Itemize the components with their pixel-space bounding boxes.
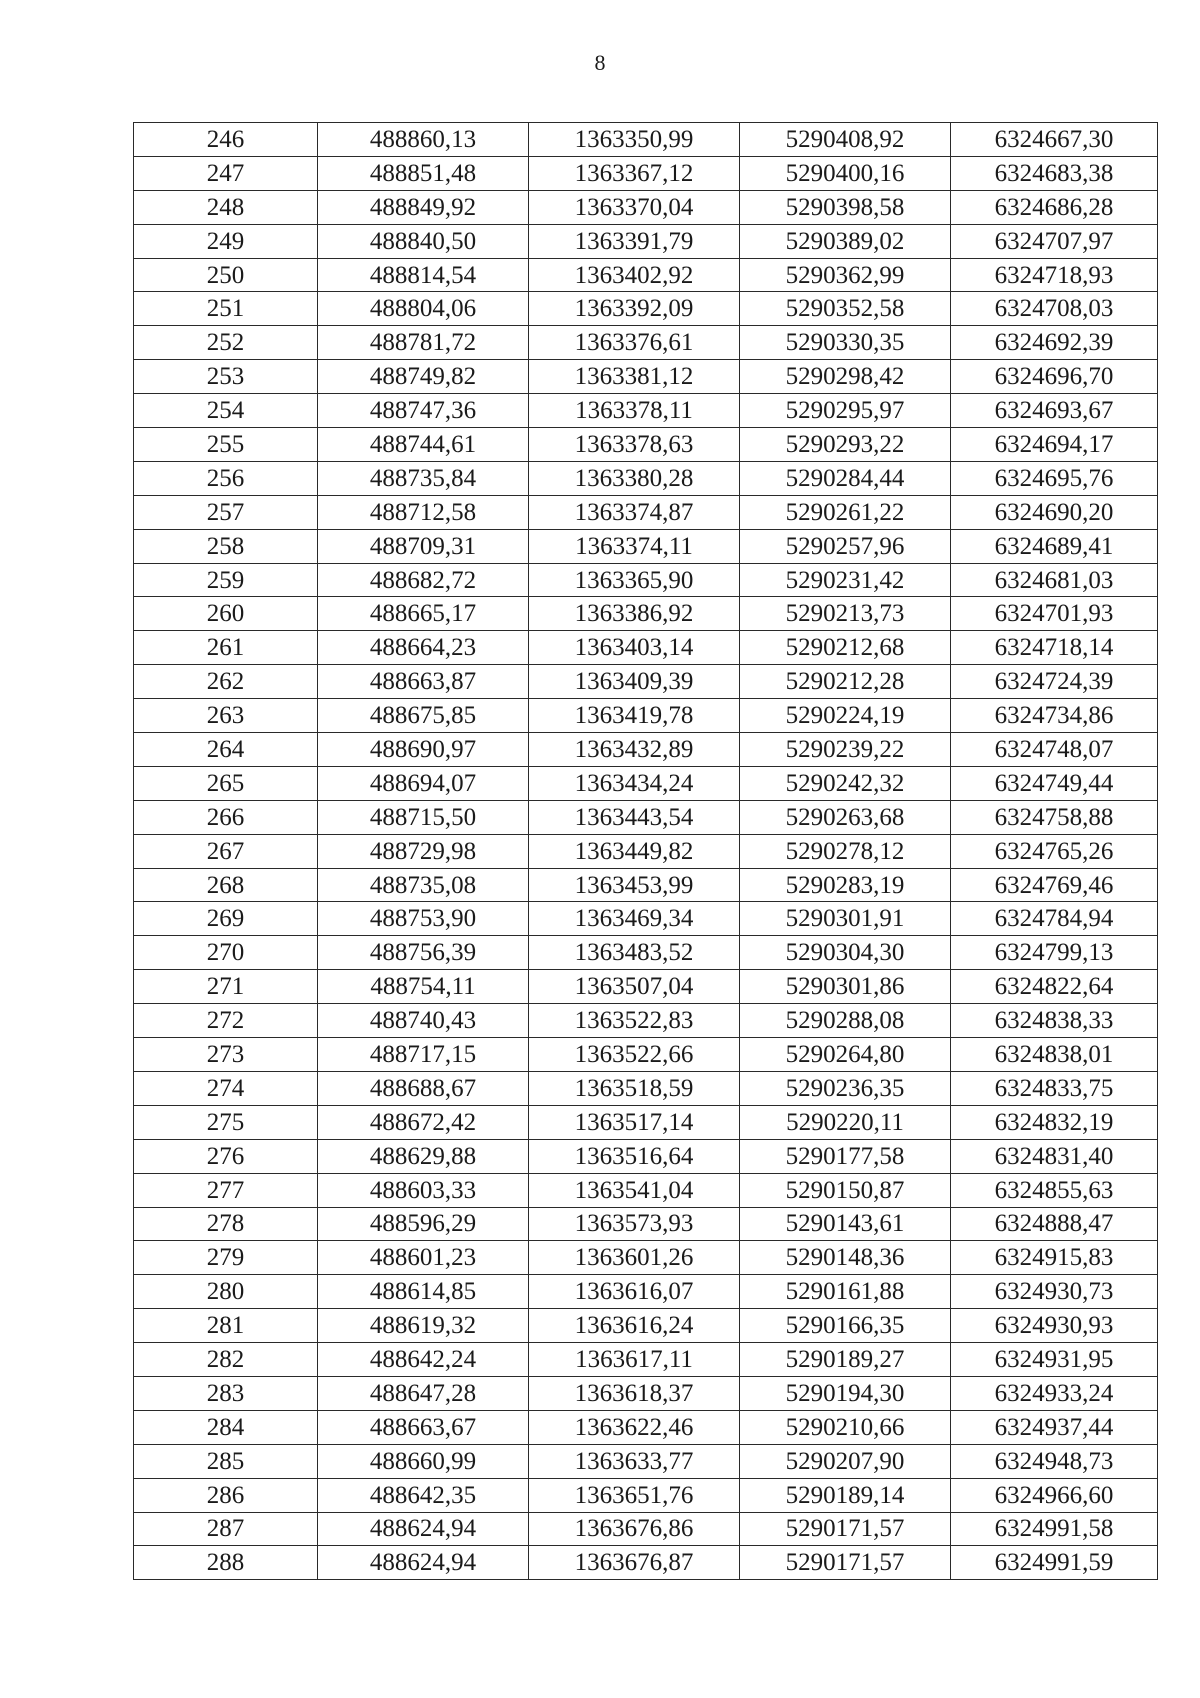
x-coordinate-cell: 488717,15 <box>318 1038 529 1072</box>
point-number-cell: 279 <box>134 1241 318 1275</box>
x2-coordinate-cell: 5290236,35 <box>740 1071 951 1105</box>
y-coordinate-cell: 1363676,86 <box>529 1512 740 1546</box>
y2-coordinate-cell: 6324833,75 <box>951 1071 1158 1105</box>
point-number-cell: 262 <box>134 665 318 699</box>
x2-coordinate-cell: 5290177,58 <box>740 1139 951 1173</box>
x-coordinate-cell: 488744,61 <box>318 428 529 462</box>
point-number-cell: 270 <box>134 936 318 970</box>
table-row <box>134 428 1158 462</box>
x-coordinate-cell: 488601,23 <box>318 1241 529 1275</box>
y2-coordinate-cell: 6324707,97 <box>951 224 1158 258</box>
table-row <box>134 292 1158 326</box>
x2-coordinate-cell: 5290207,90 <box>740 1444 951 1478</box>
y-coordinate-cell: 1363522,66 <box>529 1038 740 1072</box>
x-coordinate-cell: 488740,43 <box>318 1004 529 1038</box>
y-coordinate-cell: 1363617,11 <box>529 1343 740 1377</box>
x2-coordinate-cell: 5290298,42 <box>740 360 951 394</box>
point-number-cell: 288 <box>134 1546 318 1580</box>
y-coordinate-cell: 1363374,11 <box>529 529 740 563</box>
page-number: 8 <box>594 50 606 75</box>
y2-coordinate-cell: 6324724,39 <box>951 665 1158 699</box>
x-coordinate-cell: 488715,50 <box>318 800 529 834</box>
point-number-cell: 267 <box>134 834 318 868</box>
table-row <box>134 495 1158 529</box>
point-number-cell: 287 <box>134 1512 318 1546</box>
point-number-cell: 277 <box>134 1173 318 1207</box>
point-number-cell: 249 <box>134 224 318 258</box>
table-row <box>134 631 1158 665</box>
x2-coordinate-cell: 5290295,97 <box>740 394 951 428</box>
x2-coordinate-cell: 5290166,35 <box>740 1309 951 1343</box>
point-number-cell: 258 <box>134 529 318 563</box>
table-row <box>134 834 1158 868</box>
x-coordinate-cell: 488849,92 <box>318 190 529 224</box>
y2-coordinate-cell: 6324838,33 <box>951 1004 1158 1038</box>
y2-coordinate-cell: 6324758,88 <box>951 800 1158 834</box>
y2-coordinate-cell: 6324769,46 <box>951 868 1158 902</box>
x-coordinate-cell: 488840,50 <box>318 224 529 258</box>
x-coordinate-cell: 488614,85 <box>318 1275 529 1309</box>
x-coordinate-cell: 488690,97 <box>318 733 529 767</box>
x-coordinate-cell: 488754,11 <box>318 970 529 1004</box>
y-coordinate-cell: 1363676,87 <box>529 1546 740 1580</box>
x-coordinate-cell: 488624,94 <box>318 1546 529 1580</box>
y-coordinate-cell: 1363517,14 <box>529 1105 740 1139</box>
y2-coordinate-cell: 6324915,83 <box>951 1241 1158 1275</box>
point-number-cell: 259 <box>134 563 318 597</box>
y-coordinate-cell: 1363409,39 <box>529 665 740 699</box>
x-coordinate-cell: 488688,67 <box>318 1071 529 1105</box>
table-row <box>134 394 1158 428</box>
point-number-cell: 265 <box>134 766 318 800</box>
x2-coordinate-cell: 5290304,30 <box>740 936 951 970</box>
x2-coordinate-cell: 5290212,28 <box>740 665 951 699</box>
table-row <box>134 326 1158 360</box>
y2-coordinate-cell: 6324695,76 <box>951 461 1158 495</box>
table-row <box>134 1241 1158 1275</box>
y-coordinate-cell: 1363381,12 <box>529 360 740 394</box>
y-coordinate-cell: 1363483,52 <box>529 936 740 970</box>
y2-coordinate-cell: 6324681,03 <box>951 563 1158 597</box>
x-coordinate-cell: 488694,07 <box>318 766 529 800</box>
x-coordinate-cell: 488642,24 <box>318 1343 529 1377</box>
x2-coordinate-cell: 5290150,87 <box>740 1173 951 1207</box>
table-row <box>134 1546 1158 1580</box>
table-row <box>134 224 1158 258</box>
y-coordinate-cell: 1363350,99 <box>529 123 740 157</box>
x-coordinate-cell: 488624,94 <box>318 1512 529 1546</box>
y2-coordinate-cell: 6324667,30 <box>951 123 1158 157</box>
y-coordinate-cell: 1363449,82 <box>529 834 740 868</box>
point-number-cell: 248 <box>134 190 318 224</box>
x2-coordinate-cell: 5290212,68 <box>740 631 951 665</box>
x2-coordinate-cell: 5290261,22 <box>740 495 951 529</box>
x-coordinate-cell: 488664,23 <box>318 631 529 665</box>
x2-coordinate-cell: 5290171,57 <box>740 1546 951 1580</box>
y2-coordinate-cell: 6324693,67 <box>951 394 1158 428</box>
coordinates-table-body <box>134 123 1158 1580</box>
y2-coordinate-cell: 6324784,94 <box>951 902 1158 936</box>
table-row <box>134 360 1158 394</box>
x-coordinate-cell: 488663,67 <box>318 1410 529 1444</box>
point-number-cell: 273 <box>134 1038 318 1072</box>
x-coordinate-cell: 488660,99 <box>318 1444 529 1478</box>
y-coordinate-cell: 1363516,64 <box>529 1139 740 1173</box>
x2-coordinate-cell: 5290239,22 <box>740 733 951 767</box>
point-number-cell: 283 <box>134 1376 318 1410</box>
y-coordinate-cell: 1363419,78 <box>529 699 740 733</box>
point-number-cell: 252 <box>134 326 318 360</box>
point-number-cell: 253 <box>134 360 318 394</box>
y-coordinate-cell: 1363432,89 <box>529 733 740 767</box>
table-row <box>134 970 1158 1004</box>
y2-coordinate-cell: 6324855,63 <box>951 1173 1158 1207</box>
x-coordinate-cell: 488603,33 <box>318 1173 529 1207</box>
x-coordinate-cell: 488642,35 <box>318 1478 529 1512</box>
point-number-cell: 246 <box>134 123 318 157</box>
y-coordinate-cell: 1363376,61 <box>529 326 740 360</box>
x-coordinate-cell: 488672,42 <box>318 1105 529 1139</box>
y2-coordinate-cell: 6324930,73 <box>951 1275 1158 1309</box>
table-row <box>134 258 1158 292</box>
x2-coordinate-cell: 5290352,58 <box>740 292 951 326</box>
x2-coordinate-cell: 5290224,19 <box>740 699 951 733</box>
x2-coordinate-cell: 5290220,11 <box>740 1105 951 1139</box>
y-coordinate-cell: 1363374,87 <box>529 495 740 529</box>
x-coordinate-cell: 488781,72 <box>318 326 529 360</box>
y-coordinate-cell: 1363434,24 <box>529 766 740 800</box>
y-coordinate-cell: 1363618,37 <box>529 1376 740 1410</box>
x2-coordinate-cell: 5290362,99 <box>740 258 951 292</box>
y2-coordinate-cell: 6324822,64 <box>951 970 1158 1004</box>
x-coordinate-cell: 488712,58 <box>318 495 529 529</box>
y2-coordinate-cell: 6324696,70 <box>951 360 1158 394</box>
table-row <box>134 1410 1158 1444</box>
point-number-cell: 261 <box>134 631 318 665</box>
y2-coordinate-cell: 6324937,44 <box>951 1410 1158 1444</box>
y2-coordinate-cell: 6324933,24 <box>951 1376 1158 1410</box>
table-row <box>134 1173 1158 1207</box>
x2-coordinate-cell: 5290263,68 <box>740 800 951 834</box>
table-row <box>134 902 1158 936</box>
table-row <box>134 800 1158 834</box>
x2-coordinate-cell: 5290231,42 <box>740 563 951 597</box>
y-coordinate-cell: 1363378,63 <box>529 428 740 462</box>
point-number-cell: 282 <box>134 1343 318 1377</box>
x-coordinate-cell: 488729,98 <box>318 834 529 868</box>
y2-coordinate-cell: 6324832,19 <box>951 1105 1158 1139</box>
y2-coordinate-cell: 6324831,40 <box>951 1139 1158 1173</box>
point-number-cell: 266 <box>134 800 318 834</box>
point-number-cell: 251 <box>134 292 318 326</box>
y2-coordinate-cell: 6324692,39 <box>951 326 1158 360</box>
table-row <box>134 733 1158 767</box>
y2-coordinate-cell: 6324931,95 <box>951 1343 1158 1377</box>
x2-coordinate-cell: 5290171,57 <box>740 1512 951 1546</box>
x2-coordinate-cell: 5290210,66 <box>740 1410 951 1444</box>
x2-coordinate-cell: 5290400,16 <box>740 156 951 190</box>
y-coordinate-cell: 1363633,77 <box>529 1444 740 1478</box>
table-row <box>134 1444 1158 1478</box>
point-number-cell: 276 <box>134 1139 318 1173</box>
x-coordinate-cell: 488735,08 <box>318 868 529 902</box>
coordinates-table <box>133 122 1158 1580</box>
y2-coordinate-cell: 6324690,20 <box>951 495 1158 529</box>
table-row <box>134 563 1158 597</box>
y-coordinate-cell: 1363391,79 <box>529 224 740 258</box>
x2-coordinate-cell: 5290242,32 <box>740 766 951 800</box>
point-number-cell: 280 <box>134 1275 318 1309</box>
y2-coordinate-cell: 6324718,14 <box>951 631 1158 665</box>
x2-coordinate-cell: 5290257,96 <box>740 529 951 563</box>
x-coordinate-cell: 488675,85 <box>318 699 529 733</box>
x2-coordinate-cell: 5290264,80 <box>740 1038 951 1072</box>
table-row <box>134 766 1158 800</box>
point-number-cell: 281 <box>134 1309 318 1343</box>
table-row <box>134 1309 1158 1343</box>
point-number-cell: 255 <box>134 428 318 462</box>
point-number-cell: 272 <box>134 1004 318 1038</box>
x-coordinate-cell: 488814,54 <box>318 258 529 292</box>
x2-coordinate-cell: 5290301,91 <box>740 902 951 936</box>
table-row <box>134 1207 1158 1241</box>
x2-coordinate-cell: 5290330,35 <box>740 326 951 360</box>
y2-coordinate-cell: 6324948,73 <box>951 1444 1158 1478</box>
table-row <box>134 1478 1158 1512</box>
table-row <box>134 936 1158 970</box>
point-number-cell: 271 <box>134 970 318 1004</box>
y-coordinate-cell: 1363392,09 <box>529 292 740 326</box>
x-coordinate-cell: 488804,06 <box>318 292 529 326</box>
y2-coordinate-cell: 6324683,38 <box>951 156 1158 190</box>
y2-coordinate-cell: 6324718,93 <box>951 258 1158 292</box>
x2-coordinate-cell: 5290408,92 <box>740 123 951 157</box>
table-row <box>134 529 1158 563</box>
table-row <box>134 868 1158 902</box>
x-coordinate-cell: 488753,90 <box>318 902 529 936</box>
y-coordinate-cell: 1363367,12 <box>529 156 740 190</box>
y-coordinate-cell: 1363386,92 <box>529 597 740 631</box>
table-row <box>134 1376 1158 1410</box>
y2-coordinate-cell: 6324686,28 <box>951 190 1158 224</box>
y2-coordinate-cell: 6324694,17 <box>951 428 1158 462</box>
point-number-cell: 274 <box>134 1071 318 1105</box>
y2-coordinate-cell: 6324930,93 <box>951 1309 1158 1343</box>
x-coordinate-cell: 488663,87 <box>318 665 529 699</box>
y2-coordinate-cell: 6324734,86 <box>951 699 1158 733</box>
point-number-cell: 285 <box>134 1444 318 1478</box>
y-coordinate-cell: 1363541,04 <box>529 1173 740 1207</box>
y2-coordinate-cell: 6324799,13 <box>951 936 1158 970</box>
y2-coordinate-cell: 6324991,59 <box>951 1546 1158 1580</box>
x2-coordinate-cell: 5290293,22 <box>740 428 951 462</box>
table-row <box>134 123 1158 157</box>
table-row <box>134 1038 1158 1072</box>
point-number-cell: 260 <box>134 597 318 631</box>
x-coordinate-cell: 488709,31 <box>318 529 529 563</box>
table-row <box>134 597 1158 631</box>
y-coordinate-cell: 1363522,83 <box>529 1004 740 1038</box>
y-coordinate-cell: 1363469,34 <box>529 902 740 936</box>
x-coordinate-cell: 488665,17 <box>318 597 529 631</box>
y-coordinate-cell: 1363402,92 <box>529 258 740 292</box>
y-coordinate-cell: 1363365,90 <box>529 563 740 597</box>
x-coordinate-cell: 488860,13 <box>318 123 529 157</box>
point-number-cell: 263 <box>134 699 318 733</box>
y2-coordinate-cell: 6324689,41 <box>951 529 1158 563</box>
table-row <box>134 1105 1158 1139</box>
x-coordinate-cell: 488735,84 <box>318 461 529 495</box>
x-coordinate-cell: 488596,29 <box>318 1207 529 1241</box>
x-coordinate-cell: 488629,88 <box>318 1139 529 1173</box>
y-coordinate-cell: 1363616,24 <box>529 1309 740 1343</box>
x2-coordinate-cell: 5290284,44 <box>740 461 951 495</box>
y2-coordinate-cell: 6324749,44 <box>951 766 1158 800</box>
x2-coordinate-cell: 5290213,73 <box>740 597 951 631</box>
point-number-cell: 254 <box>134 394 318 428</box>
table-row <box>134 1275 1158 1309</box>
x2-coordinate-cell: 5290398,58 <box>740 190 951 224</box>
table-row <box>134 461 1158 495</box>
x2-coordinate-cell: 5290189,27 <box>740 1343 951 1377</box>
y-coordinate-cell: 1363443,54 <box>529 800 740 834</box>
x2-coordinate-cell: 5290278,12 <box>740 834 951 868</box>
x2-coordinate-cell: 5290161,88 <box>740 1275 951 1309</box>
x2-coordinate-cell: 5290143,61 <box>740 1207 951 1241</box>
x2-coordinate-cell: 5290194,30 <box>740 1376 951 1410</box>
y-coordinate-cell: 1363622,46 <box>529 1410 740 1444</box>
table-row <box>134 156 1158 190</box>
point-number-cell: 269 <box>134 902 318 936</box>
x-coordinate-cell: 488647,28 <box>318 1376 529 1410</box>
point-number-cell: 286 <box>134 1478 318 1512</box>
x2-coordinate-cell: 5290189,14 <box>740 1478 951 1512</box>
x2-coordinate-cell: 5290283,19 <box>740 868 951 902</box>
point-number-cell: 278 <box>134 1207 318 1241</box>
table-row <box>134 190 1158 224</box>
table-row <box>134 1512 1158 1546</box>
point-number-cell: 256 <box>134 461 318 495</box>
x2-coordinate-cell: 5290301,86 <box>740 970 951 1004</box>
table-row <box>134 1139 1158 1173</box>
x2-coordinate-cell: 5290389,02 <box>740 224 951 258</box>
y-coordinate-cell: 1363370,04 <box>529 190 740 224</box>
x-coordinate-cell: 488749,82 <box>318 360 529 394</box>
x-coordinate-cell: 488756,39 <box>318 936 529 970</box>
y2-coordinate-cell: 6324888,47 <box>951 1207 1158 1241</box>
table-row <box>134 1343 1158 1377</box>
y2-coordinate-cell: 6324966,60 <box>951 1478 1158 1512</box>
point-number-cell: 247 <box>134 156 318 190</box>
y2-coordinate-cell: 6324838,01 <box>951 1038 1158 1072</box>
x-coordinate-cell: 488682,72 <box>318 563 529 597</box>
y-coordinate-cell: 1363518,59 <box>529 1071 740 1105</box>
y-coordinate-cell: 1363507,04 <box>529 970 740 1004</box>
point-number-cell: 275 <box>134 1105 318 1139</box>
y2-coordinate-cell: 6324708,03 <box>951 292 1158 326</box>
y-coordinate-cell: 1363380,28 <box>529 461 740 495</box>
point-number-cell: 250 <box>134 258 318 292</box>
y2-coordinate-cell: 6324765,26 <box>951 834 1158 868</box>
x-coordinate-cell: 488747,36 <box>318 394 529 428</box>
x2-coordinate-cell: 5290288,08 <box>740 1004 951 1038</box>
point-number-cell: 264 <box>134 733 318 767</box>
y-coordinate-cell: 1363601,26 <box>529 1241 740 1275</box>
point-number-cell: 257 <box>134 495 318 529</box>
table-row <box>134 665 1158 699</box>
x-coordinate-cell: 488851,48 <box>318 156 529 190</box>
y-coordinate-cell: 1363616,07 <box>529 1275 740 1309</box>
point-number-cell: 268 <box>134 868 318 902</box>
table-row <box>134 1004 1158 1038</box>
y2-coordinate-cell: 6324701,93 <box>951 597 1158 631</box>
y2-coordinate-cell: 6324748,07 <box>951 733 1158 767</box>
point-number-cell: 284 <box>134 1410 318 1444</box>
table-row <box>134 1071 1158 1105</box>
y-coordinate-cell: 1363573,93 <box>529 1207 740 1241</box>
y-coordinate-cell: 1363403,14 <box>529 631 740 665</box>
y-coordinate-cell: 1363453,99 <box>529 868 740 902</box>
y-coordinate-cell: 1363651,76 <box>529 1478 740 1512</box>
y-coordinate-cell: 1363378,11 <box>529 394 740 428</box>
y2-coordinate-cell: 6324991,58 <box>951 1512 1158 1546</box>
table-row <box>134 699 1158 733</box>
x-coordinate-cell: 488619,32 <box>318 1309 529 1343</box>
x2-coordinate-cell: 5290148,36 <box>740 1241 951 1275</box>
